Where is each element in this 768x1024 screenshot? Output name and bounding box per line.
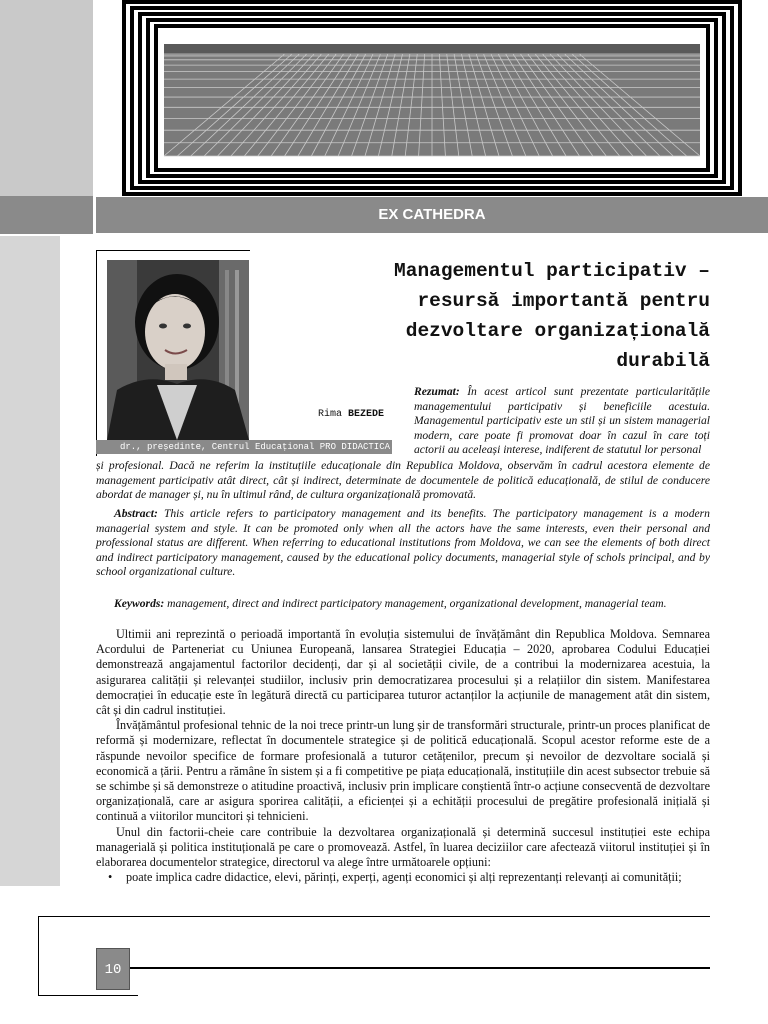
options-list — [96, 870, 710, 885]
footer-rule-bottom — [38, 995, 138, 996]
abstract-ro — [414, 385, 710, 458]
abstract-ro-label: Rezumat: — [414, 385, 460, 398]
title-line: Managementul participativ – — [394, 260, 710, 282]
abstract-ro-continued: și profesional. Dacă ne referim la instituțiile educaționale din Republica Moldova, observăm în cadrul acestora elemente de management participativ atât direct, cât și indirect, determinate de documentele de politică educațională, de stilul de conducere abordat de manager și, nu în ultimul rând, de cultura organizațională promovată. — [96, 459, 710, 502]
left-side-band — [0, 236, 60, 886]
footer-rule — [38, 916, 710, 917]
title-line: resursă importantă pentru — [417, 290, 710, 312]
keywords-label: Keywords: — [114, 597, 165, 610]
paragraph: Unul din factorii-cheie care contribuie la dezvoltarea organizațională și determină succesul instituției este echipa managerială și politica instituțională pe care o promovează. Astfel, în luarea deciziilor care afectează viitorul instituției și în elaborarea documentelor strategice, directorul va alege între următoarele opțiuni: — [96, 824, 710, 870]
title-line: dezvoltare organizațională — [405, 320, 710, 342]
abstract-en — [96, 507, 710, 580]
paragraph: Învățământul profesional tehnic de la noi trece printr-un lung șir de transformări structurale, printr-un proces planificat de reformă și modernizare, reflectat în documentele strategice și de politică educațională. Scopul acestor reforme este de a răspunde nevoilor specifice de formare profesională a tuturor cetățenilor, precum și nevoilor de dezvoltare socială și economică a țării. Pentru a rămâne în sistem și a fi competitive pe piața educațională, instituțiile din acest subsector trebuie să se schimbe și să demonstreze o atitudine proactivă, inclusiv prin implicare conștientă într-o acțiune consecventă de dezvoltare organizațională, care ar asigura sporirea calității, a eficienței și a echității procesului de pregătire profesională inițială și continuă a viitorilor muncitori și tehnicieni. — [96, 718, 710, 824]
keywords-text: management, direct and indirect participatory management, organizational development, managerial team. — [167, 597, 667, 610]
keywords — [114, 597, 714, 612]
footer-rule-middle — [130, 967, 710, 969]
section-title: EX CATHEDRA — [96, 197, 768, 233]
abstract-en-text: This article refers to participatory management and its benefits. The participatory management is a modern managerial system and style. It can be promoted only when all the actors have the same interests, even their personal and professional status are different. When referring to educational institutions from Moldova, we can see the elements of both direct and indirect participatory management, caused by the educational policy documents, managerial style of schols principal, and by school organizational culture. — [96, 507, 710, 579]
header-left-band-dark — [0, 196, 93, 234]
article-body — [96, 627, 710, 885]
abstract-en-label: Abstract: — [114, 507, 158, 520]
author-first-name: Rima — [318, 409, 349, 420]
title-line: durabilă — [616, 350, 710, 372]
article-title — [290, 256, 710, 376]
author-affiliation: dr., președinte, Centrul Educațional PRO DIDACTICA — [96, 440, 392, 454]
list-item: • poate implica cadre didactice, elevi, părinți, experți, agenți economici și alți reprezentanți relevanți ai comunității; — [96, 870, 710, 885]
header-left-band — [0, 0, 93, 196]
paragraph: Ultimii ani reprezintă o perioadă importantă în evoluția sistemului de învățământ din Republica Moldova. Semnarea Acordului de Parteneriat cu Uniunea Europeană, lansarea Strategiei Educația – 2020, aprobarea Codului Educației demonstrează angajamentul factorilor decidenți, dar și al societății civile, de a contribui la modernizarea acestuia, la asigurarea calității și relevanței studiilor, inclusiv prin democratizarea procesului și a relațiilor din sistem. Manifestarea democrației în educație este în legătură directă cu participarea tuturor actanților la acțiunile de management atât din sistem, cât și din cadrul instituției. — [96, 627, 710, 718]
header-perspective-grid-image — [96, 0, 768, 196]
page-number: 10 — [96, 948, 130, 990]
author-last-name: BEZEDE — [348, 409, 385, 420]
abstract-ro-text: În acest articol sunt prezentate particularitățile managementului participativ și beneficiile acestuia. Managementul participativ este un stil și un sistem managerial modern, care poate fi promovat doar în cazul în care toți actorii au aceleași interese, indiferent de statutul lor personal — [414, 385, 710, 457]
author-name — [318, 409, 384, 420]
footer-rule-left — [38, 916, 39, 996]
author-photo — [107, 260, 249, 440]
